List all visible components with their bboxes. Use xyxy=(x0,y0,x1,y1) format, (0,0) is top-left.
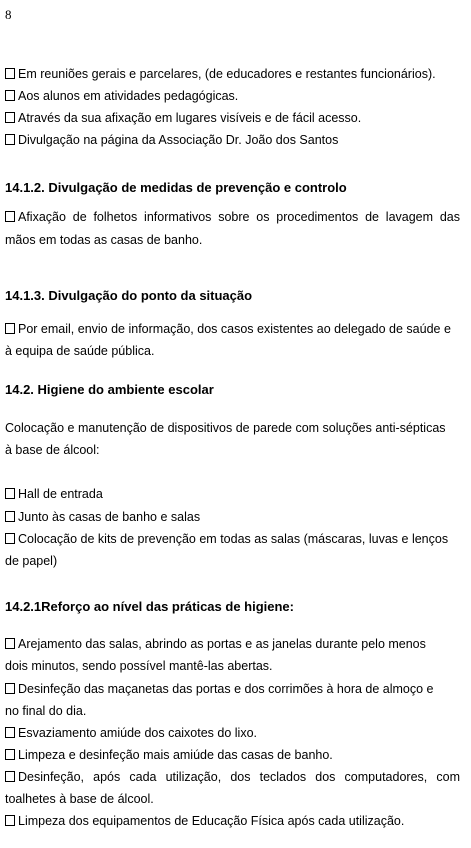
list-item-text: Limpeza dos equipamentos de Educação Física após cada utilização. xyxy=(18,814,405,828)
list-item-text: Através da sua afixação em lugares visíveis e de fácil acesso. xyxy=(18,111,362,125)
paragraph-text: Afixação de folhetos informativos sobre os procedimentos de lavagem das xyxy=(18,210,460,224)
checkbox-bullet-icon xyxy=(5,112,15,123)
paragraph-text: Por email, envio de informação, dos casos existentes ao delegado de saúde e xyxy=(18,322,451,336)
paragraph-line: à base de álcool: xyxy=(5,443,100,457)
paragraph-line xyxy=(5,210,460,225)
list-item xyxy=(5,67,436,82)
list-item xyxy=(5,487,103,502)
checkbox-bullet-icon xyxy=(5,683,15,694)
checkbox-bullet-icon xyxy=(5,638,15,649)
checkbox-bullet-icon xyxy=(5,533,15,544)
checkbox-bullet-icon xyxy=(5,90,15,101)
checkbox-bullet-icon xyxy=(5,68,15,79)
checkbox-bullet-icon xyxy=(5,749,15,760)
list-item-text: Colocação de kits de prevenção em todas as salas (máscaras, luvas e lenços xyxy=(18,532,449,546)
list-item-continuation: no final do dia. xyxy=(5,704,87,718)
list-item-text: Em reuniões gerais e parcelares, (de educadores e restantes funcionários). xyxy=(18,67,436,81)
list-item xyxy=(5,111,361,126)
list-item xyxy=(5,89,238,104)
list-item-text: Desinfeção, após cada utilização, dos teclados dos computadores, com xyxy=(18,770,460,784)
list-item-text: Hall de entrada xyxy=(18,487,103,501)
section-heading: 14.2.1Reforço ao nível das práticas de higiene: xyxy=(5,599,294,614)
list-item xyxy=(5,770,460,785)
list-item-continuation: toalhetes à base de álcool. xyxy=(5,792,154,806)
list-item xyxy=(5,510,200,525)
list-item-text: Divulgação na página da Associação Dr. João dos Santos xyxy=(18,133,339,147)
list-item xyxy=(5,682,434,697)
checkbox-bullet-icon xyxy=(5,211,15,222)
paragraph-line xyxy=(5,322,451,337)
section-heading: 14.2. Higiene do ambiente escolar xyxy=(5,382,214,397)
list-item xyxy=(5,133,338,148)
checkbox-bullet-icon xyxy=(5,511,15,522)
page-number: 8 xyxy=(5,7,12,22)
list-item xyxy=(5,814,404,829)
list-item-text: Junto às casas de banho e salas xyxy=(18,510,201,524)
checkbox-bullet-icon xyxy=(5,727,15,738)
paragraph-line: à equipa de saúde pública. xyxy=(5,344,155,358)
checkbox-bullet-icon xyxy=(5,815,15,826)
list-item-text: Limpeza e desinfeção mais amiúde das casas de banho. xyxy=(18,748,333,762)
list-item xyxy=(5,748,333,763)
list-item xyxy=(5,726,257,741)
checkbox-bullet-icon xyxy=(5,488,15,499)
list-item xyxy=(5,532,448,547)
paragraph-line: Colocação e manutenção de dispositivos de parede com soluções anti-sépticas xyxy=(5,421,446,435)
section-heading: 14.1.3. Divulgação do ponto da situação xyxy=(5,288,253,303)
checkbox-bullet-icon xyxy=(5,134,15,145)
list-item-text: Arejamento das salas, abrindo as portas e as janelas durante pelo menos xyxy=(18,637,426,651)
section-heading: 14.1.2. Divulgação de medidas de prevenção e controlo xyxy=(5,180,347,195)
paragraph-line: mãos em todas as casas de banho. xyxy=(5,233,203,247)
list-item-text: Aos alunos em atividades pedagógicas. xyxy=(18,89,239,103)
list-item-continuation: dois minutos, sendo possível mantê-las abertas. xyxy=(5,659,273,673)
checkbox-bullet-icon xyxy=(5,771,15,782)
list-item-text: Esvaziamento amiúde dos caixotes do lixo. xyxy=(18,726,258,740)
list-item-text: Desinfeção das maçanetas das portas e dos corrimões à hora de almoço e xyxy=(18,682,434,696)
list-item xyxy=(5,637,426,652)
checkbox-bullet-icon xyxy=(5,323,15,334)
list-item-continuation: de papel) xyxy=(5,554,58,568)
